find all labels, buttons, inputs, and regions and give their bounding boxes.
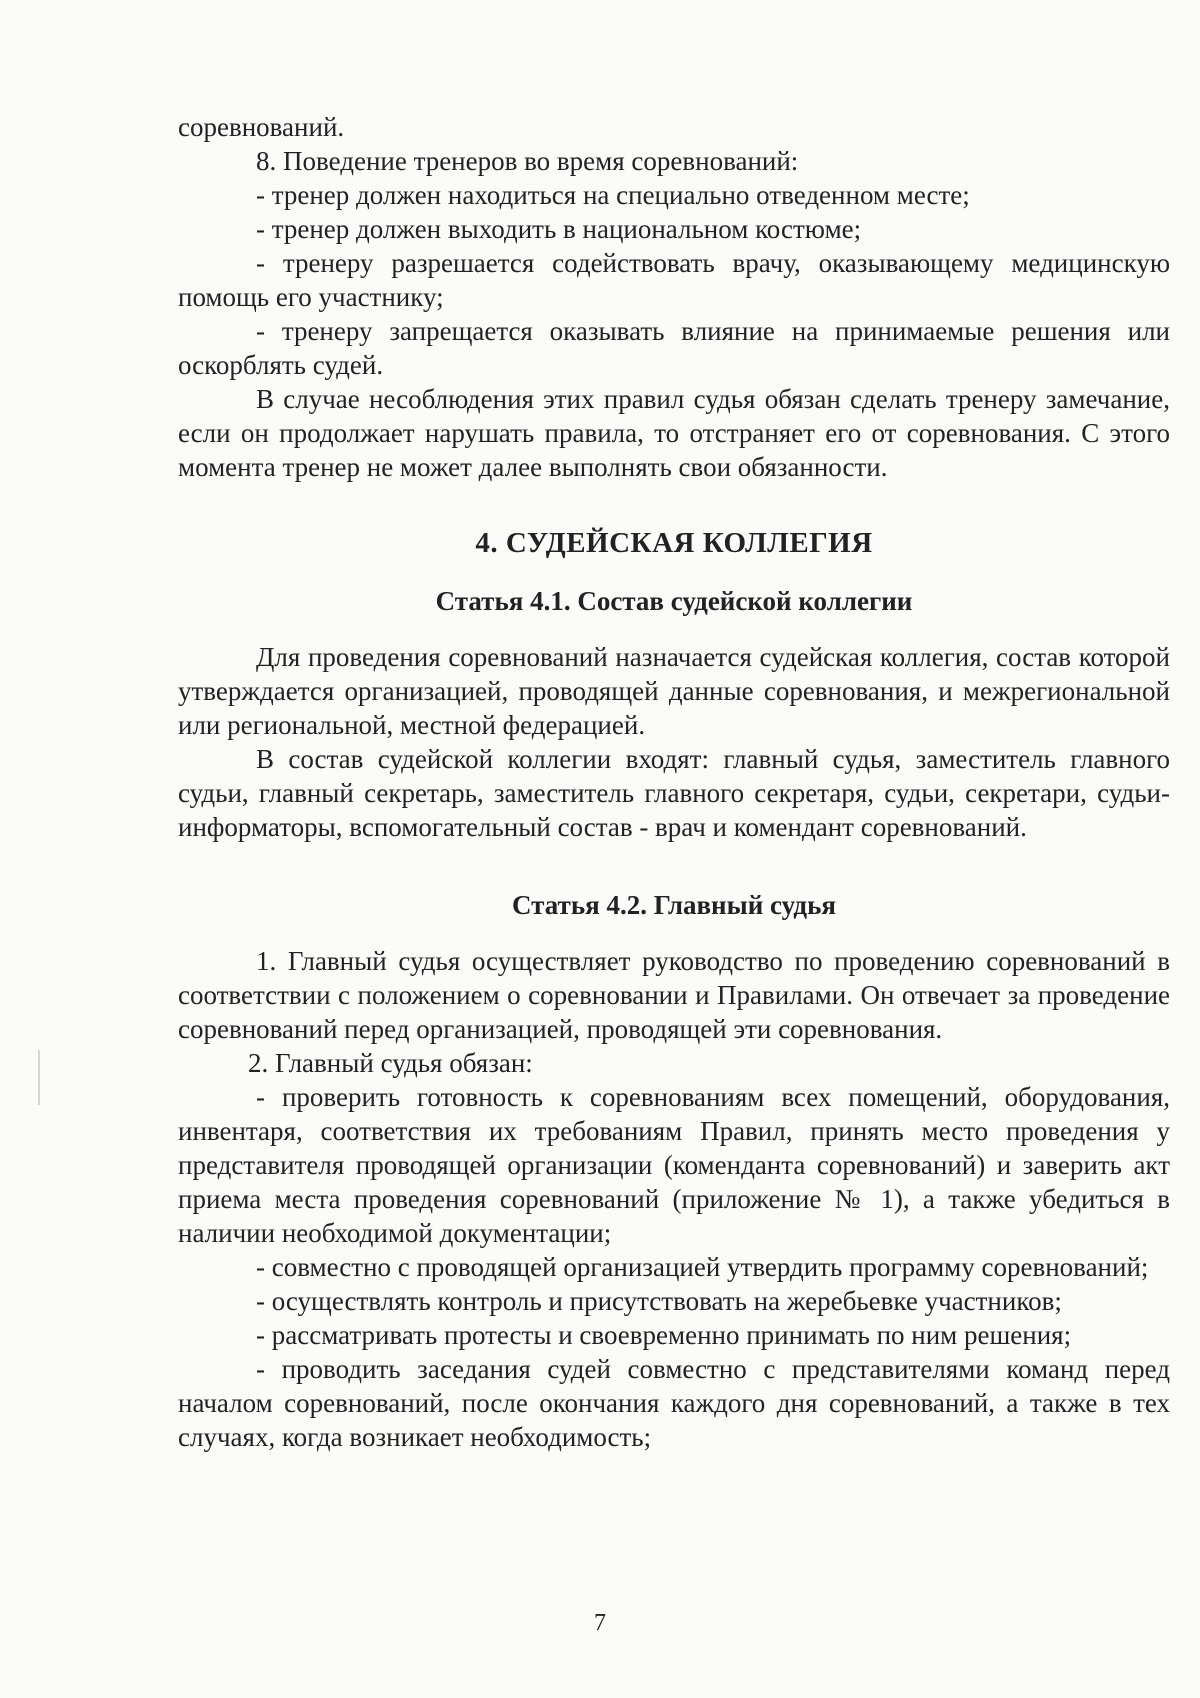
article-4-2-paragraph: 2. Главный судья обязан: (248, 1048, 533, 1078)
page-number: 7 (594, 1610, 606, 1636)
chief-judge-duty: - проверить готовность к соревнованиям всех помещений, оборудования, инвентаря, соответствия их требованиям Правил, принять место проведения у представителя проводящей организации (коменданта соревнований) и заверить акт приема места проведения соревнований (приложение № 1), а также убедиться в наличии необходимой документации; (178, 1082, 1170, 1248)
scan-artifact-mark (38, 1050, 40, 1105)
paragraph-continuation: соревнований. (178, 112, 345, 142)
coach-rule-place: - тренер должен находиться на специально отведенном месте; (256, 180, 970, 210)
article-4-1-paragraph: Для проведения соревнований назначается судейская коллегия, состав которой утверждается организацией, проводящей данные соревнования, и межрегиональной или региональной, местной федерацией. (178, 642, 1170, 740)
coach-rule-doctor: - тренеру разрешается содействовать врачу, оказывающему медицинскую помощь его участнику; (178, 248, 1170, 312)
document-body (178, 110, 1170, 1454)
article-4-1-paragraph: В состав судейской коллегии входят: главный судья, заместитель главного судьи, главный секретарь, заместитель главного секретаря, судьи, секретари, судьи-информаторы, вспомогательный состав - врач и комендант соревнований. (178, 744, 1170, 842)
chief-judge-duty: - рассматривать протесты и своевременно принимать по ним решения; (256, 1320, 1072, 1350)
article-4-1-title: Статья 4.1. Состав судейской коллегии (435, 586, 913, 616)
chief-judge-duty: - совместно с проводящей организацией утвердить программу соревнований; (256, 1252, 1149, 1282)
chief-judge-duty: - проводить заседания судей совместно с представителями команд перед началом соревнований, после окончания каждого дня соревнований, а также в тех случаях, когда возникает необходимость; (178, 1354, 1170, 1452)
article-4-2-paragraph: 1. Главный судья осуществляет руководство по проведению соревнований в соответствии с положением о соревновании и Правилами. Он отвечает за проведение соревнований перед организацией, проводящей эти соревнования. (178, 946, 1170, 1044)
coach-rule-costume: - тренер должен выходить в национальном костюме; (256, 214, 862, 244)
chief-judge-duty: - осуществлять контроль и присутствовать на жеребьевке участников; (256, 1286, 1062, 1316)
coach-rule-influence: - тренеру запрещается оказывать влияние на принимаемые решения или оскорблять судей. (178, 316, 1170, 380)
section-title: 4. СУДЕЙСКАЯ КОЛЛЕГИЯ (475, 527, 873, 559)
paragraph-item-8: 8. Поведение тренеров во время соревнований: (256, 146, 799, 176)
coach-rule-violation: В случае несоблюдения этих правил судья обязан сделать тренеру замечание, если он продолжает нарушать правила, то отстраняет его от соревнования. С этого момента тренер не может далее выполнять свои обязанности. (178, 384, 1170, 482)
article-4-2-title: Статья 4.2. Главный судья (512, 890, 836, 920)
